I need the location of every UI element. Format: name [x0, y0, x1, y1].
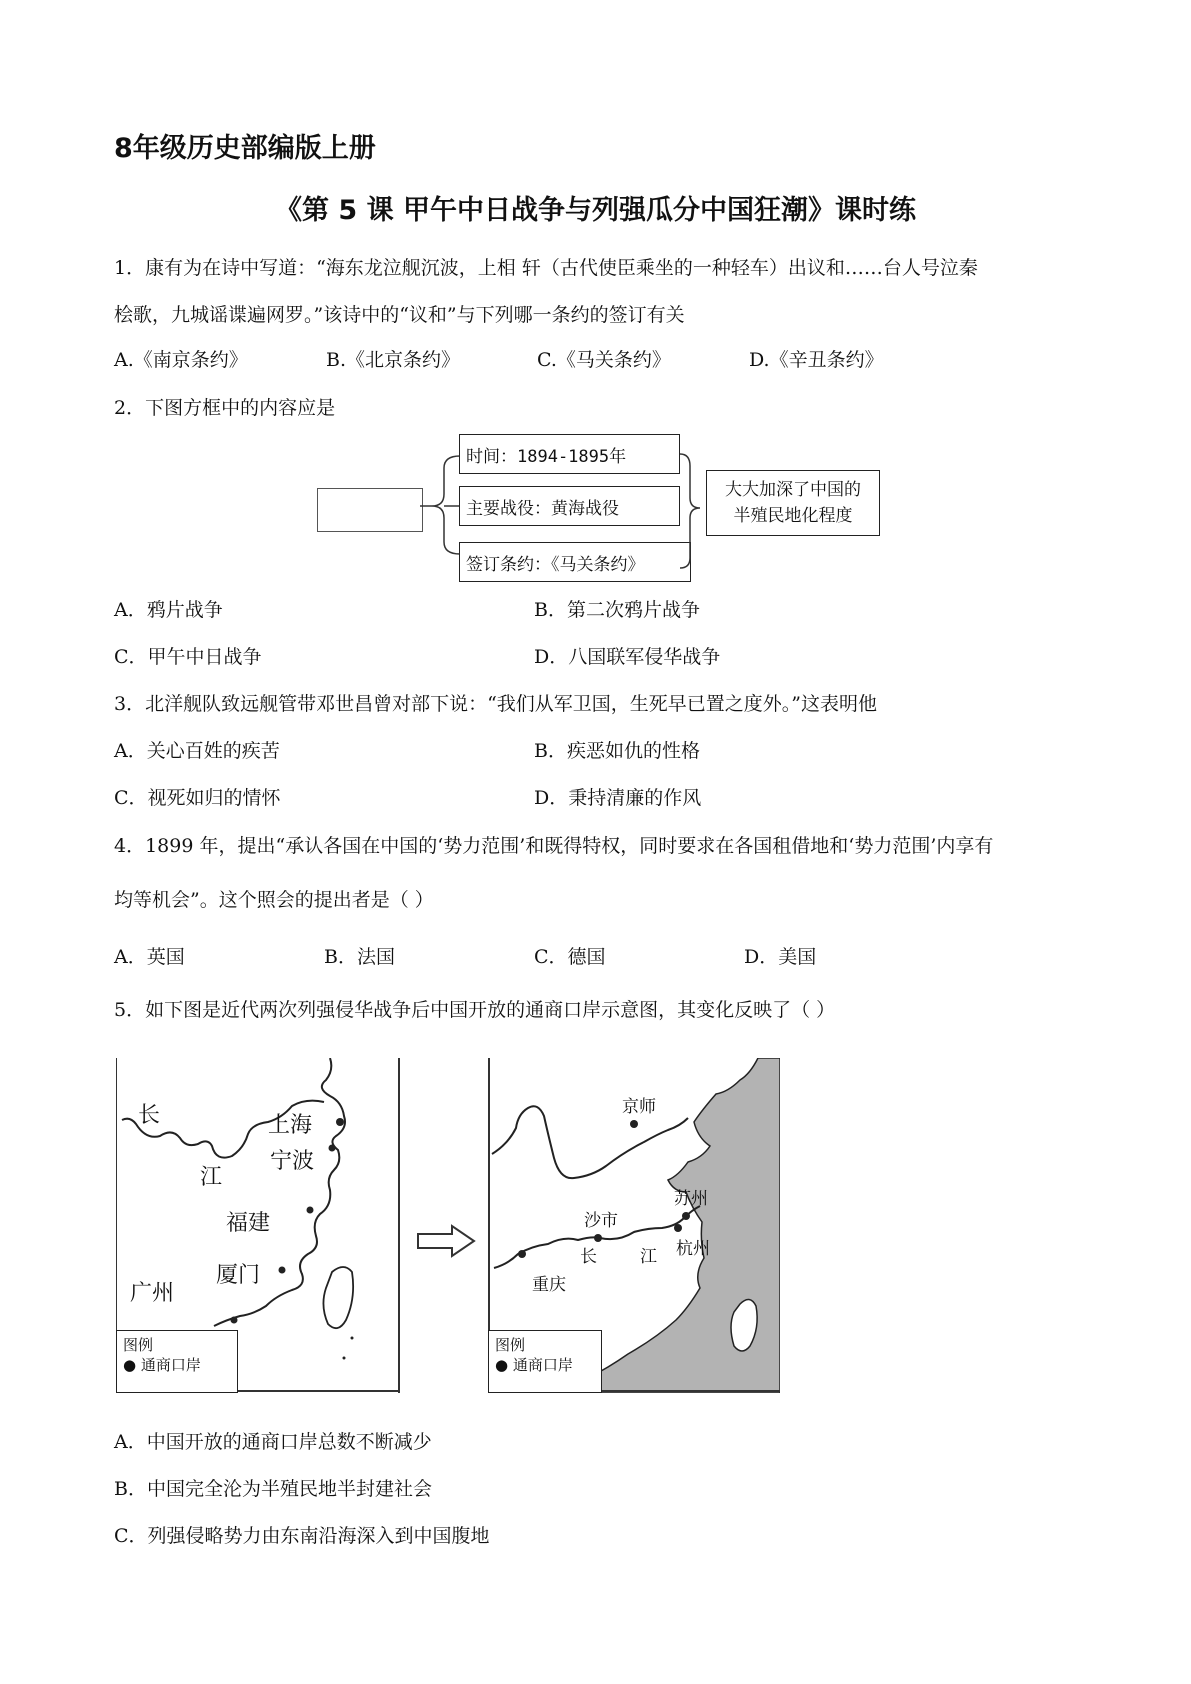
q3-option-a: A．关心百姓的疾苦	[114, 740, 280, 762]
treaty-label: 签订条约：《马关条约》	[466, 554, 645, 575]
q1-option-a: A.《南京条约》	[114, 349, 248, 371]
map-right	[488, 1058, 780, 1393]
left-map-label-chang: 长	[138, 1103, 161, 1128]
right-brace	[680, 440, 708, 580]
right-legend-title: 图例	[495, 1336, 526, 1354]
q3-option-d: D．秉持清廉的作风	[534, 787, 702, 809]
map-left	[116, 1058, 402, 1393]
battle-box	[459, 486, 680, 526]
right-map-label-hangzhou: 杭州	[676, 1239, 710, 1259]
grade-heading: 8年级历史部编版上册	[114, 133, 376, 164]
q1-option-b: B.《北京条约》	[326, 349, 461, 371]
q2-option-b: B．第二次鸦片战争	[534, 599, 700, 621]
q3-option-c: C．视死如归的情怀	[114, 787, 281, 809]
result-line-2: 半殖民地化程度	[733, 506, 853, 526]
q4-option-d: D．美国	[744, 946, 817, 968]
left-map-label-guangzhou: 广州	[130, 1281, 175, 1306]
q5-option-a: A．中国开放的通商口岸总数不断减少	[114, 1431, 432, 1453]
question-4-line-1: 4．1899 年，提出“承认各国在中国的‘势力范围’和既得特权，同时要求在各国租借地和‘势力范围’内享有	[114, 835, 994, 857]
q1-option-c: C.《马关条约》	[537, 349, 671, 371]
battle-label: 主要战役：黄海战役	[466, 498, 619, 519]
left-map-label-jiang: 江	[200, 1165, 223, 1190]
left-map-label-ningbo: 宁波	[270, 1149, 315, 1174]
left-map-legend	[116, 1330, 238, 1393]
q2-option-a: A．鸦片战争	[114, 599, 223, 621]
left-map-label-fujian: 福建	[226, 1211, 271, 1236]
time-box	[459, 434, 680, 474]
blank-answer-box	[317, 488, 423, 532]
right-map-legend	[488, 1330, 602, 1393]
q4-option-c: C．德国	[534, 946, 606, 968]
question-3-line-1: 3．北洋舰队致远舰管带邓世昌曾对部下说：“我们从军卫国，生死早已置之度外。”这表明他	[114, 693, 878, 715]
right-arrow-icon	[416, 1224, 478, 1258]
result-box	[706, 470, 880, 536]
left-legend-title: 图例	[123, 1336, 154, 1354]
q2-option-c: C．甲午中日战争	[114, 646, 262, 668]
q4-option-a: A．英国	[114, 946, 185, 968]
left-legend-item: ● 通商口岸	[123, 1356, 201, 1374]
right-legend-item: ● 通商口岸	[495, 1356, 573, 1374]
right-map-label-chongqing: 重庆	[532, 1275, 566, 1295]
q5-option-b: B．中国完全沦为半殖民地半封建社会	[114, 1478, 432, 1500]
port-dot-icon: ●	[123, 1356, 141, 1374]
q2-option-d: D．八国联军侵华战争	[534, 646, 721, 668]
brace-connector	[420, 444, 462, 564]
left-map-label-shanghai: 上海	[268, 1113, 313, 1138]
q5-option-c: C．列强侵略势力由东南沿海深入到中国腹地	[114, 1525, 490, 1547]
left-map-label-xiamen: 厦门	[216, 1263, 261, 1288]
question-2-line-1: 2．下图方框中的内容应是	[114, 397, 336, 419]
lesson-title: 《第 5 课 甲午中日战争与列强瓜分中国狂潮》课时练	[275, 195, 916, 226]
time-label: 时间：1894-1895年	[466, 446, 627, 467]
right-map-label-jingshi: 京师	[622, 1097, 656, 1117]
right-map-label-suzhou: 苏州	[674, 1189, 708, 1209]
question-1-line-2: 桧歌，九城谣谍遍网罗。”该诗中的“议和”与下列哪一条约的签订有关	[114, 304, 685, 326]
question-1-line-1: 1．康有为在诗中写道：“海东龙泣舰沉波，上相 轩（古代使臣乘坐的一种轻车）出议和……台人号泣秦	[114, 257, 978, 279]
right-map-label-chang: 长	[580, 1247, 597, 1267]
port-dot-icon: ●	[495, 1356, 513, 1374]
treaty-box	[459, 542, 691, 582]
q4-option-b: B．法国	[324, 946, 395, 968]
question-4-line-2: 均等机会”。这个照会的提出者是（ ）	[114, 889, 434, 911]
right-map-label-jiang: 江	[640, 1247, 657, 1267]
question-5-line-1: 5．如下图是近代两次列强侵华战争后中国开放的通商口岸示意图，其变化反映了（ ）	[114, 999, 836, 1021]
q3-option-b: B．疾恶如仇的性格	[534, 740, 700, 762]
result-line-1: 大大加深了中国的	[725, 480, 861, 500]
right-map-label-shashi: 沙市	[584, 1211, 618, 1231]
q1-option-d: D.《辛丑条约》	[749, 349, 884, 371]
